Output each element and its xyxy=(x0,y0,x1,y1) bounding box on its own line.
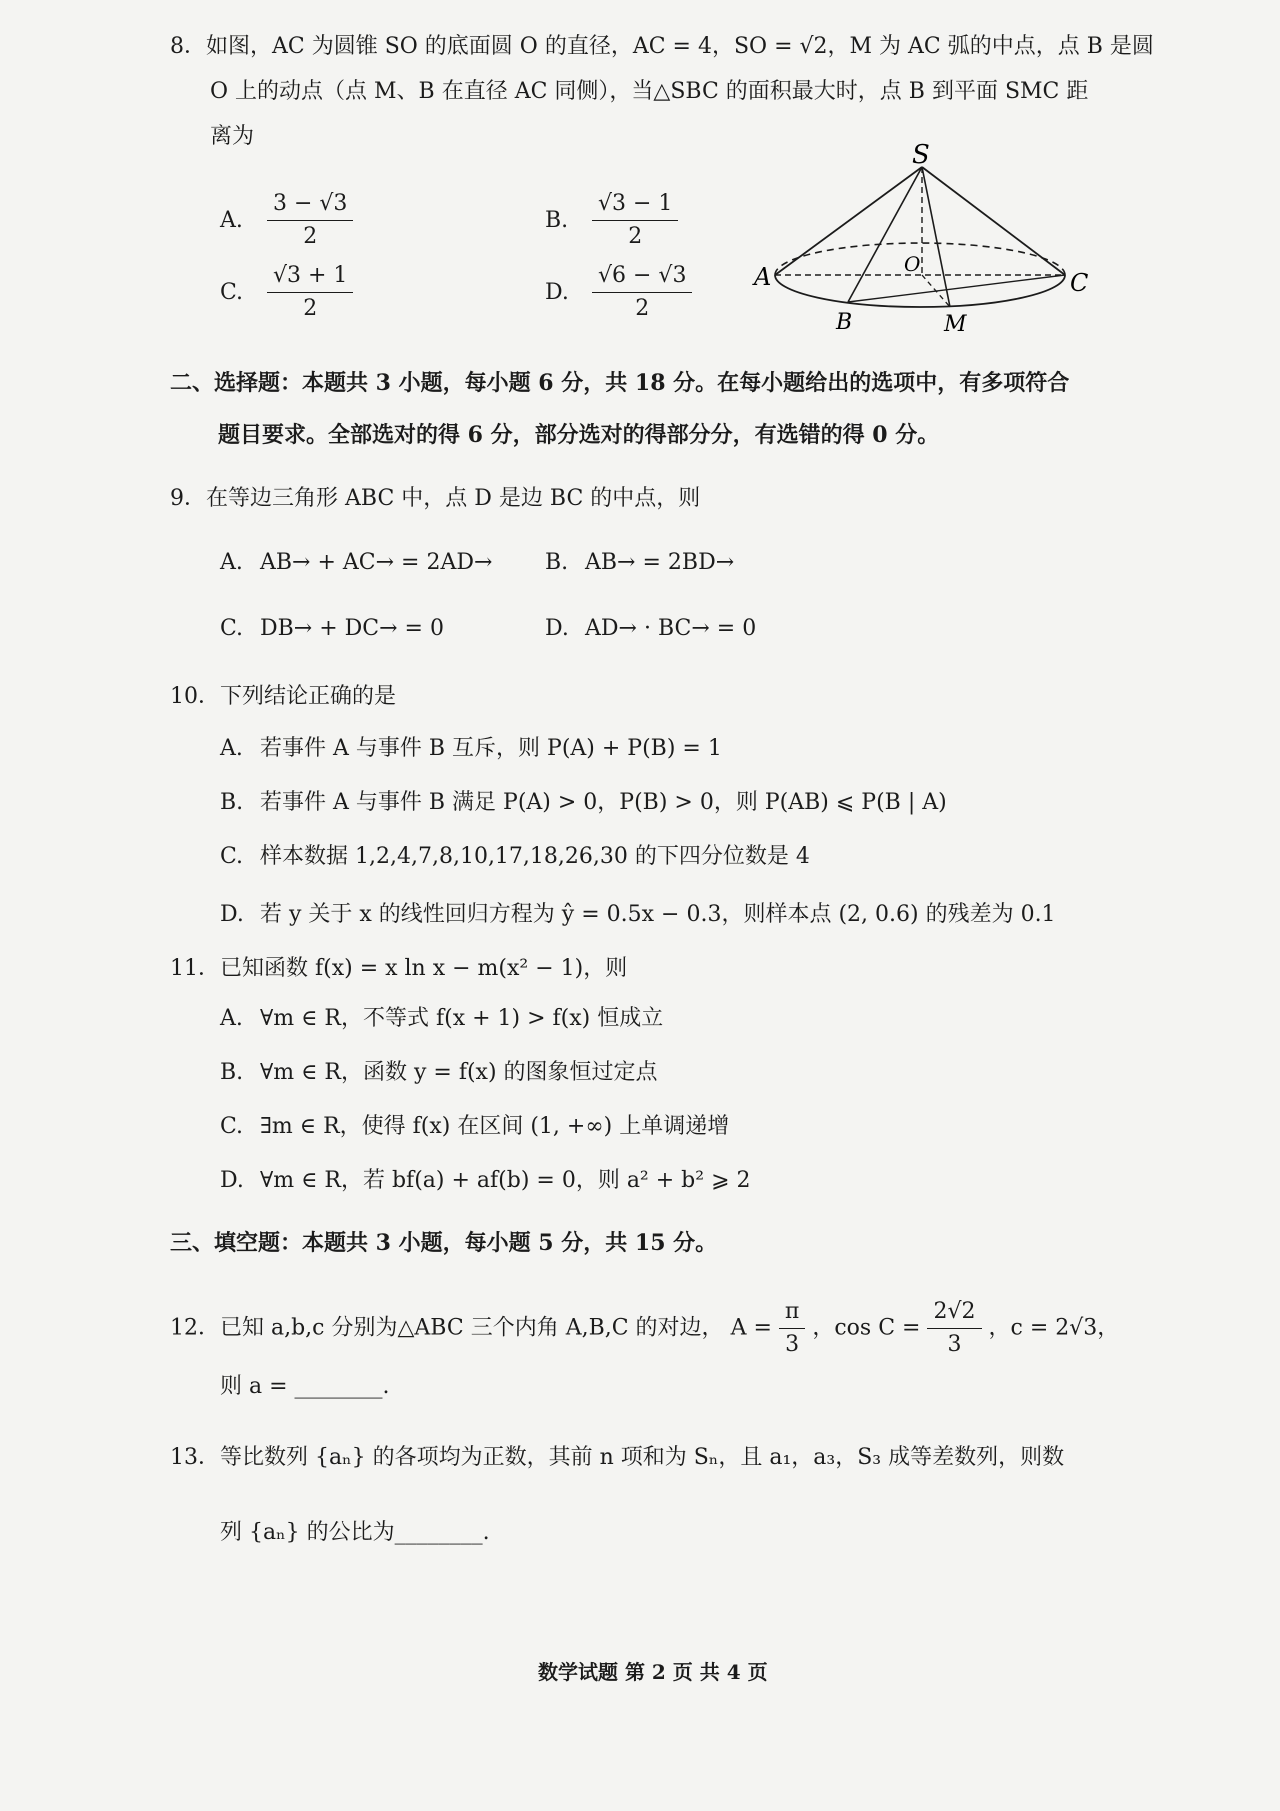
q13-line2: 列 {aₙ} 的公比为________. xyxy=(220,1520,490,1545)
q9-option-d xyxy=(545,614,756,644)
q10-option-b xyxy=(220,788,947,818)
q8-line1: 8．如图，AC 为圆锥 SO 的底面圆 O 的直径，AC = 4，SO = √2，M 为 AC 弧的中点，点 B 是圆 xyxy=(170,34,1154,59)
fraction-numerator: √3 − 1 xyxy=(592,190,678,221)
q11-stem: 11．已知函数 f(x) = x ln x − m(x² − 1)，则 xyxy=(170,956,628,981)
q11-option-c xyxy=(220,1112,729,1142)
page-footer: 数学试题 第 2 页 共 4 页 xyxy=(538,1660,768,1684)
fraction-numerator: √3 + 1 xyxy=(267,262,353,293)
q9-stem: 9．在等边三角形 ABC 中，点 D 是边 BC 的中点，则 xyxy=(170,486,701,511)
q12-line2: 则 a = ________. xyxy=(220,1374,390,1399)
option-label: B. xyxy=(545,207,569,233)
option-label: D. xyxy=(545,616,569,641)
edge-sa xyxy=(775,167,922,275)
fraction-denominator: 3 xyxy=(785,1332,800,1357)
option-label: D. xyxy=(545,279,569,305)
edge-sc xyxy=(922,167,1065,275)
option-text: AD→ · BC→ = 0 xyxy=(585,616,757,641)
label-a: A xyxy=(754,263,772,291)
option-label: C. xyxy=(220,279,244,305)
option-text: 若事件 A 与事件 B 互斥，则 P(A) + P(B) = 1 xyxy=(260,736,722,761)
q12-a-eq: A = xyxy=(730,1315,772,1341)
fraction-numerator: 3 − √3 xyxy=(267,190,353,221)
q12-pre: 12．已知 a,b,c 分别为△ABC 三个内角 A,B,C 的对边， xyxy=(170,1315,724,1341)
label-o: O xyxy=(904,252,921,276)
option-label: B. xyxy=(220,1060,244,1085)
segment-om xyxy=(922,275,950,307)
q10-stem: 10．下列结论正确的是 xyxy=(170,684,396,709)
option-label: D. xyxy=(220,1168,244,1193)
option-label: B. xyxy=(545,550,569,575)
q11-option-a xyxy=(220,1004,663,1034)
segment-bc xyxy=(848,275,1065,302)
option-text: 若事件 A 与事件 B 满足 P(A) > 0，P(B) > 0，则 P(AB) ⩽ P(B | A) xyxy=(260,790,947,815)
q8-option-b xyxy=(545,190,678,251)
label-b: B xyxy=(836,310,853,335)
fraction-numerator: 2√2 xyxy=(927,1298,981,1329)
option-label: B. xyxy=(220,790,244,815)
option-text: ∀m ∈ R，函数 y = f(x) 的图象恒过定点 xyxy=(260,1060,658,1085)
edge-sb xyxy=(848,167,922,302)
option-label: A. xyxy=(220,207,243,233)
fraction-denominator: 2 xyxy=(628,224,643,249)
section2-line1: 二、选择题：本题共 3 小题，每小题 6 分，共 18 分。在每小题给出的选项中，有多项符合 xyxy=(170,370,1070,396)
fraction-denominator: 2 xyxy=(303,296,318,321)
option-text: AB→ = 2BD→ xyxy=(585,550,735,575)
option-label: C. xyxy=(220,1114,244,1139)
q8-option-c xyxy=(220,262,353,323)
option-text: DB→ + DC→ = 0 xyxy=(260,616,444,641)
label-m: M xyxy=(944,312,967,337)
q13-line1: 13．等比数列 {aₙ} 的各项均为正数，其前 n 项和为 Sₙ，且 a₁，a₃，S₃ 成等差数列，则数 xyxy=(170,1445,1065,1470)
option-label: D. xyxy=(220,902,244,927)
q12-c-eq: ，c = 2√3， xyxy=(988,1315,1120,1341)
option-text: 若 y 关于 x 的线性回归方程为 ŷ = 0.5x − 0.3，则样本点 (2, 0.6) 的残差为 0.1 xyxy=(260,902,1056,927)
section3-title: 三、填空题：本题共 3 小题，每小题 5 分，共 15 分。 xyxy=(170,1230,718,1256)
q10-option-d xyxy=(220,900,1056,930)
cone-figure xyxy=(754,140,1090,345)
section2-line2: 题目要求。全部选对的得 6 分，部分选对的得部分分，有选错的得 0 分。 xyxy=(218,422,940,448)
label-c: C xyxy=(1070,269,1089,297)
fraction-denominator: 2 xyxy=(303,224,318,249)
option-label: A. xyxy=(220,1006,243,1031)
option-label: C. xyxy=(220,844,244,869)
fraction-numerator: π xyxy=(779,1298,805,1329)
option-text: 样本数据 1,2,4,7,8,10,17,18,26,30 的下四分位数是 4 xyxy=(260,844,810,869)
option-text: ∃m ∈ R，使得 f(x) 在区间 (1, +∞) 上单调递增 xyxy=(260,1114,730,1139)
q9-option-c xyxy=(220,614,444,644)
edge-sm xyxy=(922,167,950,307)
q10-option-a xyxy=(220,734,722,764)
q9-option-a xyxy=(220,548,492,578)
fraction-denominator: 3 xyxy=(947,1332,962,1357)
option-label: A. xyxy=(220,736,243,761)
q10-option-c xyxy=(220,842,810,872)
q8-line2: O 上的动点（点 M、B 在直径 AC 同侧），当△SBC 的面积最大时，点 B 到平面 SMC 距 xyxy=(210,79,1089,104)
option-label: A. xyxy=(220,550,243,575)
q12-line1 xyxy=(170,1298,1119,1359)
fraction-denominator: 2 xyxy=(635,296,650,321)
q8-line3: 离为 xyxy=(210,124,255,149)
q11-option-b xyxy=(220,1058,658,1088)
option-text: ∀m ∈ R，若 bf(a) + af(b) = 0，则 a² + b² ⩾ 2 xyxy=(260,1168,751,1193)
label-s: S xyxy=(912,140,930,170)
option-text: ∀m ∈ R，不等式 f(x + 1) > f(x) 恒成立 xyxy=(260,1006,664,1031)
q9-option-b xyxy=(545,548,734,578)
option-text: AB→ + AC→ = 2AD→ xyxy=(260,550,493,575)
q8-option-a xyxy=(220,190,353,251)
fraction-numerator: √6 − √3 xyxy=(592,262,692,293)
q8-option-d xyxy=(545,262,692,323)
q11-option-d xyxy=(220,1166,751,1196)
option-label: C. xyxy=(220,616,244,641)
q12-cos-eq: ，cos C = xyxy=(812,1315,921,1341)
